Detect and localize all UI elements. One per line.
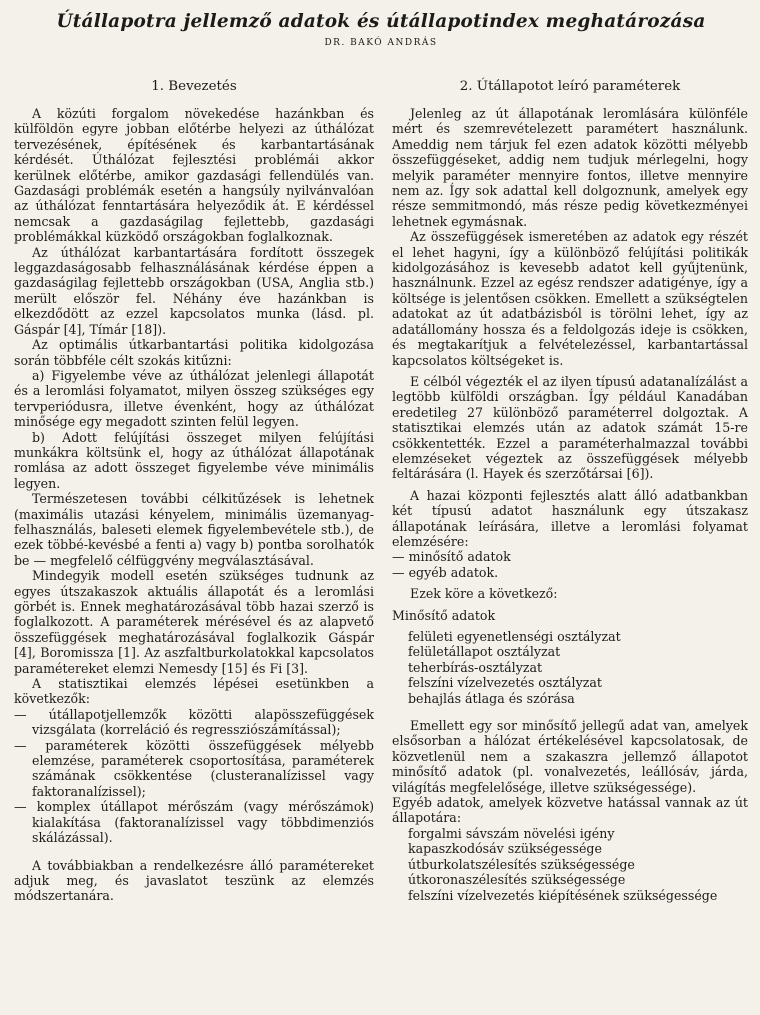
paragraph: Természetesen további célkitűzések is lehetnek (maximális utazási kényelem, minimális üzemanyag-felhasználás, baleseti elemek figyelembevétele stb.), de ezek többé-kevésbé a fenti a) vagy b) pontba sorolhatók be — megfelelő célfüggvény megválasztásával. xyxy=(14,491,374,568)
paragraph: Az úthálózat karbantartására fordított összegek leggazdaságosabb felhasználásának kérdése éppen a gazdaságilag fejlettebb országokban (USA, Anglia stb.) merült először fel. Néhány éve hazánkban is elkezdődött az ezzel kapcsolatos munka (lásd. pl. Gáspár [4], Tímár [18]). xyxy=(14,244,374,337)
analysis-steps-list xyxy=(14,707,374,846)
list-item: felületi egyenetlenségi osztályzat xyxy=(408,629,621,644)
paragraph: a) Figyelembe véve az úthálózat jelenlegi állapotát és a leromlási folyamatot, milyen összeg szükséges egy tervperiódusra, illetve évenként, hogy az úthálózat minősége egy megadott szinten felül legyen. xyxy=(14,367,374,430)
list-item: — minősítő adatok xyxy=(392,549,511,565)
paragraph: E célból végezték el az ilyen típusú adatanalízálást a legtöbb külföldi országban. Így például Kanadában eredetileg 27 különböző paraméterrel dolgoztak. A statisztikai elemzés után az adatok számát 15-re csökkentették. Ezzel a paraméterhalmazzal további elemzéseket végeztek az összefüggések mélyebb feltárására (l. Hayek és szerzőtársai [6]). xyxy=(392,373,748,482)
paragraph: A továbbiakban a rendelkezésre álló paramétereket adjuk meg, és javaslatot teszünk az elemzés módszertanára. xyxy=(14,857,374,904)
list-item: útkoronaszélesítés szükségessége xyxy=(408,872,626,888)
paragraph: Emellett egy sor minősítő jellegű adat van, amelyek elsősorban a hálózat értékelésével kapcsolatosak, de közvetlenül nem a szakaszra jellemző állapotot minősítő adatok (pl. vonalvezetés, leállósáv, járda, világítás megfelelősége, illetve szükségessége). xyxy=(392,718,748,795)
paragraph: Az optimális útkarbantartási politika kidolgozása során többféle célt szokás kitűzni: xyxy=(14,337,374,368)
other-data-list xyxy=(392,826,748,903)
list-item: forgalmi sávszám növelési igény xyxy=(408,825,615,841)
list-item: felszíni vízelvezetés kiépítésének szükségessége xyxy=(408,887,718,903)
section-heading-parameters: 2. Útállapotot leíró paraméterek xyxy=(459,79,681,94)
right-column xyxy=(392,79,748,904)
quality-data-list xyxy=(392,629,748,706)
paragraph: Egyéb adatok, amelyek közvetve hatással vannak az út állapotára: xyxy=(392,795,748,826)
paragraph: Ezek köre a következő: xyxy=(410,586,558,602)
list-item: — útállapotjellemzők közötti alapösszefüggések vizsgálata (korreláció és regressziószámítással); xyxy=(14,706,374,738)
list-item: — komplex útállapot mérőszám (vagy mérőszámok) kialakítása (faktoranalízissel vagy többdimenziós skálázással). xyxy=(14,799,374,846)
quality-data-label: Minősítő adatok xyxy=(392,607,496,623)
list-item: teherbírás-osztályzat xyxy=(408,659,543,675)
columns xyxy=(14,79,748,904)
author: DR. BAKÓ ANDRÁS xyxy=(324,38,438,48)
list-item: kapaszkodósáv szükségessége xyxy=(408,841,602,857)
paragraph: A statisztikai elemzés lépései esetünkben a következők: xyxy=(14,676,374,707)
list-item: felületállapot osztályzat xyxy=(408,644,561,660)
data-types-list xyxy=(392,549,748,580)
paragraph: Az összefüggések ismeretében az adatok egy részét el lehet hagyni, így a különböző felújítási politikák kidolgozásához is kevesebb adatot kell gyűjtenünk, használnunk. Ezzel az egész rendszer adatigénye, így a költsége is jelentősen csökken. Emellett a szükségtelen adatokat az út adatbázisból is törölni lehet, így az adatállomány hossza és a feldolgozás ideje is csökken, és megtakarítjuk a felvételezéssel, karbantartással kapcsolatos költségeket is. xyxy=(392,229,748,368)
paragraph: b) Adott felújítási összeget milyen felújítási munkákra költsünk el, hogy az úthálózat állapotának romlása az adott összeget figyelembe véve minimális legyen. xyxy=(14,429,374,491)
section-heading-intro: 1. Bevezetés xyxy=(151,79,237,94)
list-item: — paraméterek közötti összefüggések mélyebb elemzése, paraméterek csoportosítása, paraméterek számának csökkentése (clusteranalízissel vagy faktoranalízissel); xyxy=(14,737,374,799)
left-column xyxy=(14,79,374,904)
list-item: felszíni vízelvezetés osztályzat xyxy=(408,675,602,691)
paragraph: A közúti forgalom növekedése hazánkban és külföldön egyre jobban előtérbe helyezi az úthálózat tervezésének, építésének és karbantartásának kérdését. Úthálózat fejlesztési problémái akkor kerülnek előtérbe, amikor gazdasági fellendülés van. Gazdasági problémák esetén a hangsúly nyilvánvalóan az úthálózat fenntartására helyeződik át. E kérdéssel nemcsak a gazdaságilag fejlettebb, gazdasági problémákkal küzködő országokban foglalkoznak. xyxy=(14,106,374,245)
list-item: behajlás átlaga és szórása xyxy=(408,690,575,706)
list-item: — egyéb adatok. xyxy=(392,564,499,580)
paragraph: Jelenleg az út állapotának leromlására különféle mért és szemrevételezett paramétert használunk. Ameddig nem tárjuk fel ezen adatok közötti mélyebb összefüggéseket, addig nem tudjuk mérlegelni, hogy melyik paraméter mennyire fontos, illetve mennyire nem az. Így sok adattal kell dolgoznunk, amelyek egy része semmitmondó, más része pedig következményei lehetnek egymásnak. xyxy=(392,106,748,229)
paragraph: Mindegyik modell esetén szükséges tudnunk az egyes útszakaszok aktuális állapotát és a leromlási görbét is. Ennek meghatározásával több hazai szerző is foglalkozott. A paraméterek mérésével és az alapvető összefüggések meghatározásával foglalkozik Gáspár [4], Boromissza [1]. Az aszfaltburkolatokkal kapcsolatos paramétereket elemzi Nemesdy [15] és Fi [3]. xyxy=(14,568,374,676)
article-title: Útállapotra jellemző adatok és útállapotindex meghatározása xyxy=(56,11,706,32)
list-item: útburkolatszélesítés szükségessége xyxy=(408,856,635,872)
paragraph: A hazai központi fejlesztés alatt álló adatbankban két típusú adatot használunk egy útszakasz állapotának leírására, illetve a leromlási folyamat elemzésére: xyxy=(392,487,748,549)
